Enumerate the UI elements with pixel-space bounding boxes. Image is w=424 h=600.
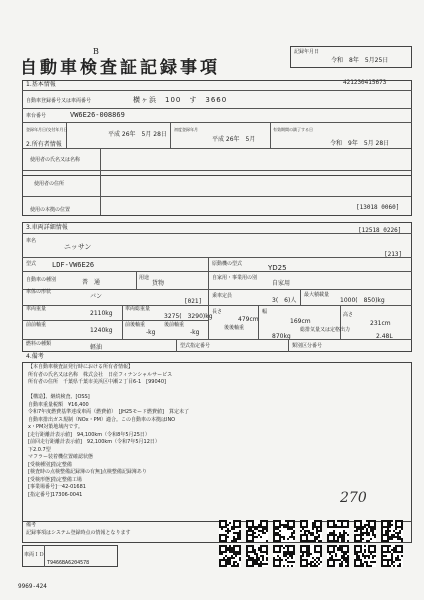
use-value: 貨物: [152, 280, 165, 287]
engine-value: YD25: [268, 264, 287, 272]
notice-label: 備考: [26, 522, 37, 528]
section2-heading: 2.所有者情報: [26, 141, 62, 148]
rear-axle-label: 後後軸重: [224, 325, 245, 331]
handwritten-number: 270: [340, 490, 367, 506]
chassis-label: 車台番号: [26, 113, 47, 119]
qr-code-icon: [381, 520, 403, 542]
qr-code-icon: [300, 520, 322, 542]
qr-code-icon: [381, 545, 403, 567]
remark-line: [走行距離計表示値] 94,100km（令和8年5月25日）: [28, 431, 150, 438]
section-vehicle-details: [22, 222, 412, 352]
remark-line: [検査時の点検整備記録簿の有無]点検整備記録簿あり: [28, 469, 147, 475]
user-name-label: 使用者の氏名又は名称: [30, 157, 81, 163]
qr-code-icon: [327, 520, 349, 542]
rear-front-axle-value: -kg: [190, 329, 200, 336]
model-label: 型式: [26, 261, 37, 267]
front-rear-axle-value: -kg: [146, 329, 156, 336]
record-date-label: 記録年月日: [294, 49, 320, 55]
use-label: 用途: [139, 275, 150, 281]
qr-code-icon: [354, 545, 376, 567]
qr-code-icon: [327, 545, 349, 567]
qr-code-icon: [273, 545, 295, 567]
record-id-value: T9466BA6204578: [47, 560, 90, 566]
page-title: 自動車検査証記録事項: [20, 58, 220, 78]
first-reg-value: 平成 26年 5月 28日: [108, 131, 167, 138]
qr-code-icon: [354, 520, 376, 542]
vehicle-kind-value: 普 通: [82, 279, 101, 286]
max-load-label: 最大積載量: [304, 292, 330, 298]
first-reg-label: 登録年月日/交付年月日: [26, 127, 68, 132]
remark-line: 自動車排出ガス規制（NOx・PM）適合。この自動車の本拠はINO: [28, 416, 176, 423]
remark-line: [指定番号]17306-0041: [28, 491, 83, 498]
remark-line: [受検形態]指定整備工場: [28, 476, 82, 483]
qr-code-icon: [273, 520, 295, 542]
front-axle-value: 1240kg: [90, 327, 113, 334]
section3-heading: 3.車両詳細情報: [26, 224, 68, 231]
body-shape-label: 車体の形状: [26, 289, 52, 295]
header-mark: B: [93, 47, 99, 56]
weight-label: 車両重量: [26, 306, 47, 312]
category-label: 類別区分番号: [292, 343, 323, 349]
notice-text: 記録事項はシステム登録時点の情報となります: [26, 530, 131, 536]
reg-number-value: 横ヶ浜 100 す 3660: [133, 96, 228, 104]
expiry-label: 有効期間の満了する日: [273, 127, 313, 132]
remark-line: マフラー装着機位置確認状態: [28, 454, 94, 460]
remark-line: 【構造】、継続検査、[OSS]: [28, 394, 90, 400]
record-date-box: [290, 46, 412, 68]
height-label: 高さ: [343, 312, 354, 318]
length-value: 479cm: [238, 316, 259, 323]
rear-axle-value: 870kg: [272, 333, 291, 340]
qr-code-icon: [246, 545, 268, 567]
page-code: 9969-424: [18, 583, 47, 590]
fuel-value: 軽油: [90, 344, 103, 351]
expiry-value: 令和 9年 5月 28日: [330, 140, 390, 147]
max-load-value: 1000( 850)kg: [340, 297, 385, 304]
height-value: 231cm: [370, 320, 391, 327]
section4-heading: 4.備考: [26, 353, 44, 360]
qr-code-icon: [246, 520, 268, 542]
gross-weight-label: 車両総重量: [125, 306, 151, 312]
body-shape-code: [021]: [184, 298, 203, 305]
gross-weight-value: 3275( 3290)kg: [164, 313, 213, 320]
capacity-value: 3( 6)人: [272, 297, 297, 304]
user-address-label: 使用者の住所: [34, 181, 65, 187]
body-shape-value: バン: [90, 293, 103, 300]
record-date-value: 令和 8年 5月25日: [331, 57, 389, 64]
fuel-label: 燃料の種類: [26, 341, 52, 347]
maker-value: ニッサン: [64, 243, 92, 251]
section3-ref-code: [12518 0226]: [358, 227, 402, 234]
maker-label: 車名: [26, 238, 37, 244]
remark-line: [事業場番号]一42-01681: [28, 484, 86, 490]
rear-front-axle-label: 後前軸重: [164, 322, 185, 328]
first-year-label: 初度登録年月: [174, 127, 198, 132]
remark-line: 令和7年度燃費基準達成車両（燃費値） [JH25モード燃費値] 算定未了: [28, 409, 189, 415]
remark-line: 所有者の住所 千葉県千葉市美浜区中瀬２丁目6-1 [99040]: [28, 379, 166, 385]
remark-line: x・PM対策地域内です。: [28, 424, 83, 430]
remark-line: 所有者の氏名又は名称 株式会社 日産フィナンシャルサービス: [28, 371, 173, 378]
qr-code-icon: [219, 520, 241, 542]
vehicle-kind-label: 自動車の種別: [26, 277, 57, 283]
displacement-label: 総排気量又は定格出力: [300, 327, 351, 333]
weight-value: 2110kg: [90, 310, 113, 317]
front-axle-label: 前前軸重: [26, 322, 47, 328]
doc-number: 421230415673: [343, 79, 387, 86]
remark-line: [前回走行距離計表示値] 92,100km（令和7年5月12日）: [28, 439, 160, 445]
capacity-label: 乗車定員: [212, 293, 233, 299]
remark-line: 下2.0.7型: [28, 446, 51, 453]
designation-label: 型式指定番号: [180, 343, 211, 349]
purpose-value: 自家用: [272, 280, 291, 287]
front-rear-axle-label: 前後軸重: [125, 322, 146, 328]
qr-code-icon: [219, 545, 241, 567]
maker-code: [213]: [384, 251, 403, 258]
record-id-label: 車両ＩＤ: [24, 552, 45, 558]
length-label: 長さ: [212, 309, 223, 315]
engine-label: 原動機の型式: [212, 261, 243, 267]
qr-code-icon: [300, 545, 322, 567]
chassis-value: VW6E26-008869: [70, 111, 125, 119]
remark-line: 自動車重量税額 ¥16,400: [28, 401, 89, 408]
first-year-value: 平成 26年 5月: [212, 136, 256, 143]
remark-line: [受検種別]指定整備: [28, 461, 72, 468]
model-value: LDF-VW6E26: [52, 261, 95, 269]
width-label: 幅: [262, 309, 268, 315]
displacement-value: 2.48L: [376, 333, 393, 340]
width-value: 169cm: [290, 318, 311, 325]
reg-number-label: 自動車登録番号又は車両番号: [26, 98, 92, 104]
base-location-code: [13018 0060]: [356, 204, 400, 211]
base-location-label: 使用の本拠の位置: [30, 207, 71, 213]
section1-heading: 1.基本情報: [26, 81, 56, 88]
purpose-label: 自家用・事業用の別: [212, 275, 258, 281]
remark-line: 【本自動車検査証発行時における所有者情報】: [28, 364, 134, 370]
